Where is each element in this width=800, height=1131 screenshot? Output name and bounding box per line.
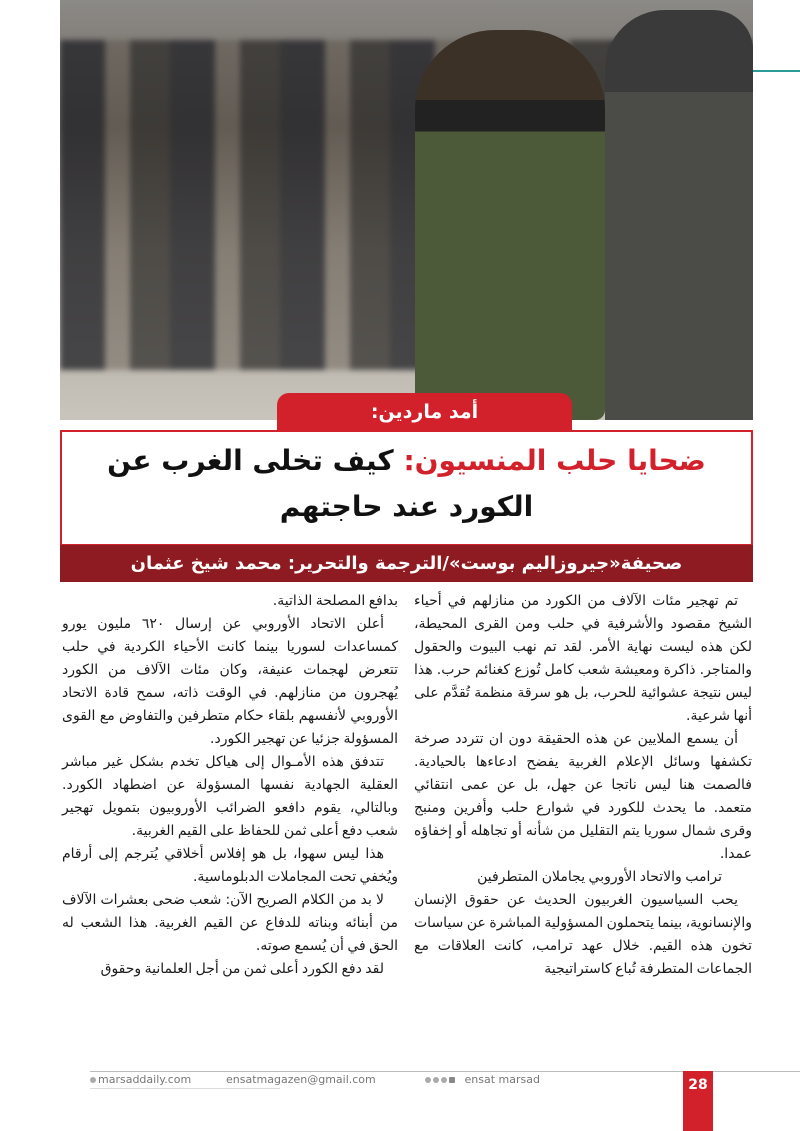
paragraph: يحب السياسيون الغربيون الحديث عن حقوق الإنسان والإنسانوية، بينما يتحملون المسؤولية المباشرة عن سياسات تخون هذه القيم. خلال عهد ترامب، كانت العلاقات مع الجماعات المتطرفة تُباع كاستراتيجية — [414, 892, 752, 977]
footer-divider — [90, 1088, 280, 1089]
article-title — [60, 430, 753, 546]
decorative-line — [753, 70, 800, 72]
article-column-right — [414, 590, 752, 1062]
paragraph: تم تهجير مئات الآلاف من الكورد من منازلهم في أحياء الشيخ مقصود والأشرفية في حلب ومن القرى المحيطة، لكن هذه ليست نهاية الأمر. لقد تم نهب البيوت والحقول والمتاجر. ذاكرة ومعيشة شعب كامل تُوزع كغنائم حرب. هذا ليس نتيجة عشوائية للحرب، بل هو سرقة منظمة تُقدَّم على أنها شرعية. — [414, 593, 752, 724]
page-number: 28 — [683, 1071, 713, 1131]
photo-man — [605, 10, 753, 420]
social-handle: ensat marsad — [464, 1073, 540, 1086]
paragraph: أن يسمع الملايين عن هذه الحقيقة دون ان تتردد صرخة تكشفها وسائل الإعلام الغربية يفضح ادعاءها بالحيادية. فالصمت هنا ليس ناتجا عن جهل، بل عن عمى انتقائي متعمد. ما يحدث للكورد في شوارع حلب وأفرين ومنبج وقرى شمال سوريا يتم التقليل من شأنه أو تجاهله أو إخفاؤه عمدا. — [414, 731, 752, 862]
author-tag: أمد ماردين: — [277, 393, 572, 431]
article-column-left — [62, 590, 398, 1062]
paragraph: هذا ليس سهوا، بل هو إفلاس أخلاقي يُترجم إلى أرقام ويُخفي تحت المجاملات الدبلوماسية. — [62, 846, 398, 885]
twitter-icon[interactable] — [433, 1077, 439, 1083]
paragraph: تتدفق هذه الأمـوال إلى هياكل تخدم بشكل غير مباشر العقلية الجهادية نفسها المسؤولة عن اضطهاد الكورد. وبالتالي، يقوم دافعو الضرائب الأوروبيون بتمويل تهجير شعب دفع أعلى ثمن للحفاظ على القيم الغربية. — [62, 754, 398, 839]
paragraph: لقد دفع الكورد أعلى ثمن من أجل العلمانية وحقوق — [100, 961, 384, 977]
paragraph: لا بد من الكلام الصريح الآن: شعب ضحى بعشرات الآلاف من أبنائه وبناته للدفاع عن القيم الغربية. هذا الشعب له الحق في أن يُسمع صوته. — [62, 892, 398, 954]
paragraph: أعلن الاتحاد الأوروبي عن إرسال ٦٢٠ مليون يورو كمساعدات لسوريا بينما كانت الأحياء الكردية في حلب تتعرض لهجمات عنيفة، وكان مئات الآلاف من الكورد يُهجرون من منازلهم. في الوقت ذاته، سمح قادة الاتحاد الأوروبي لأنفسهم بلقاء حكام متطرفين والتفاوض مع القوى المسؤولة جزئيا عن تهجير الكورد. — [62, 616, 398, 747]
globe-icon — [90, 1077, 96, 1083]
footer-website[interactable] — [90, 1073, 191, 1087]
title-main: كيف تخلى الغرب عن الكورد عند حاجتهم — [107, 444, 534, 523]
title-highlight: ضحايا حلب المنسيون: — [403, 444, 706, 477]
paragraph: بدافع المصلحة الذاتية. — [272, 593, 398, 609]
article-photo — [60, 0, 753, 420]
byline: صحيفة«جيروزاليم بوست»/الترجمة والتحرير: محمد شيخ عثمان — [60, 545, 753, 582]
photo-soldier — [415, 30, 605, 420]
website-link[interactable]: marsaddaily.com — [98, 1073, 192, 1086]
instagram-icon[interactable] — [441, 1077, 447, 1083]
subheading: ترامب والاتحاد الأوروبي يجاملان المتطرفين — [477, 869, 722, 885]
facebook-icon[interactable] — [425, 1077, 431, 1083]
youtube-icon[interactable] — [449, 1077, 455, 1083]
footer-social[interactable] — [425, 1073, 540, 1087]
footer-email[interactable]: ensatmagazen@gmail.com — [226, 1073, 376, 1086]
